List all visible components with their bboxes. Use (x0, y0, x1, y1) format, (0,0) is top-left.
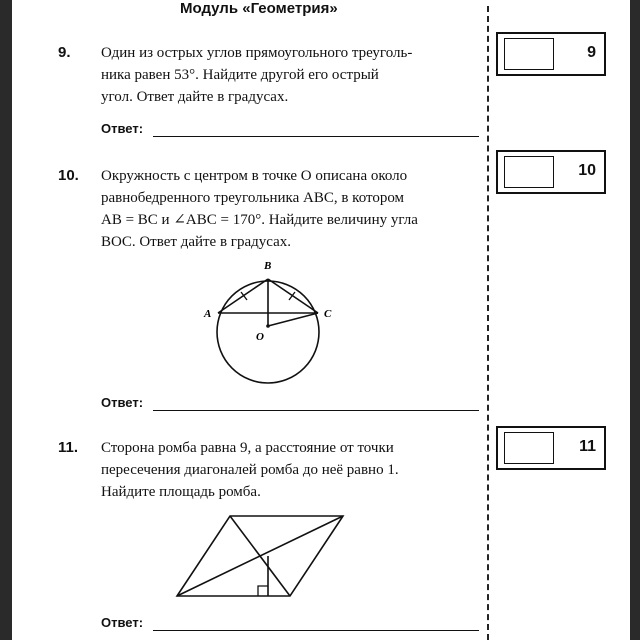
rhombus-figure (175, 508, 355, 603)
page-title: Модуль «Геометрия» (180, 0, 338, 17)
side-bc (268, 279, 318, 313)
problem-10-line-3: AB = BC и ∠ABC = 170°. Найдите величину угла (101, 212, 418, 228)
problem-9-number: 9. (58, 44, 71, 61)
problem-9-answer-field[interactable] (101, 121, 479, 139)
problem-10-number: 10. (58, 167, 79, 184)
problem-9-answer-line (153, 136, 479, 137)
problem-11-text (101, 437, 477, 503)
problem-11-answer-box[interactable] (496, 426, 606, 470)
problem-10-answer-box[interactable] (496, 150, 606, 194)
problem-10-line-1: Окружность с центром в точке O описана около (101, 168, 408, 184)
problem-10-answer-field[interactable] (101, 395, 479, 413)
problem-10-text (101, 165, 477, 253)
problem-10-box-number: 10 (578, 162, 596, 179)
problem-11-line-1: Сторона ромба равна 9, а расстояние от точки (101, 440, 394, 456)
problem-9-box-number: 9 (587, 44, 596, 61)
right-angle-mark (258, 586, 268, 596)
problem-11-box-number: 11 (579, 438, 596, 455)
problem-11-answer-field[interactable] (101, 615, 479, 633)
problem-9-line-1: Один из острых углов прямоугольного треуголь- (101, 45, 413, 61)
problem-11-answer-line (153, 630, 479, 631)
problem-11-answer-label: Ответ: (101, 615, 144, 630)
left-frame-edge (0, 0, 12, 640)
problem-9-text (101, 42, 477, 108)
radius-oc (268, 313, 318, 326)
problem-10-line-4: BOC. Ответ дайте в градусах. (101, 234, 291, 250)
right-frame-edge (630, 0, 640, 640)
label-o: O (256, 331, 264, 343)
problem-10-line-2: равнобедренного треугольника ABC, в котором (101, 190, 405, 206)
label-b: B (264, 260, 272, 272)
problem-10-answer-line (153, 410, 479, 411)
label-a: A (204, 308, 212, 320)
problem-11-line-3: Найдите площадь ромба. (101, 484, 261, 500)
problem-9-line-3: угол. Ответ дайте в градусах. (101, 89, 289, 105)
cut-line-divider (487, 6, 489, 640)
circle-triangle-figure (190, 256, 340, 396)
problem-11-answer-cell[interactable] (504, 432, 554, 464)
diagonal-long (177, 516, 343, 596)
center-point (266, 324, 270, 328)
problem-9-answer-label: Ответ: (101, 121, 144, 136)
side-ab (218, 279, 268, 313)
problem-10-answer-cell[interactable] (504, 156, 554, 188)
problem-9-line-2: ника равен 53°. Найдите другой его острый (101, 67, 379, 83)
problem-9-answer-cell[interactable] (504, 38, 554, 70)
problem-10-answer-label: Ответ: (101, 395, 144, 410)
label-c: C (324, 308, 332, 320)
problem-11-number: 11. (58, 439, 79, 456)
problem-11-line-2: пересечения диагоналей ромба до неё равно 1. (101, 462, 399, 478)
problem-9-answer-box[interactable] (496, 32, 606, 76)
